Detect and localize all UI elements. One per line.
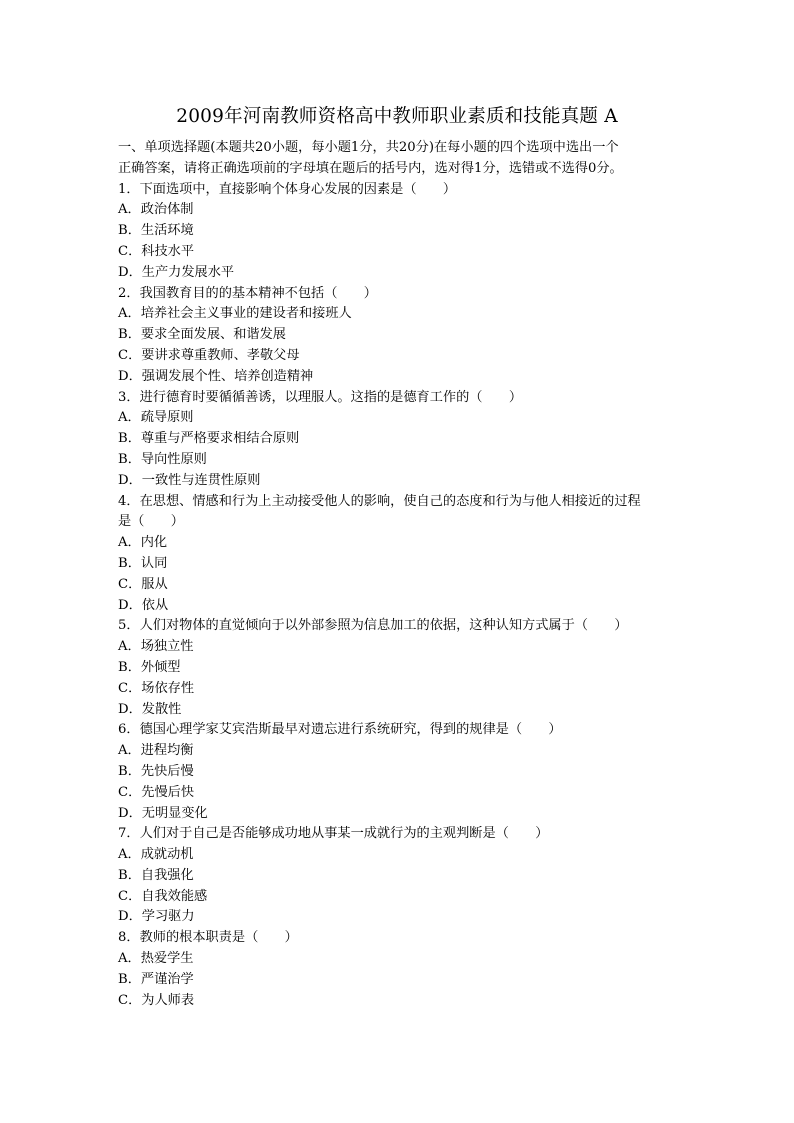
text-line: D．依从 <box>118 597 169 613</box>
text-line: A．进程均衡 <box>118 743 194 759</box>
text-line: A．内化 <box>118 535 168 551</box>
document-body <box>118 138 683 1011</box>
text-line: D．强调发展个性、培养创造精神 <box>118 368 314 384</box>
text-line: 1．下面选项中，直接影响个体身心发展的因素是（ ） <box>118 181 457 197</box>
text-line: B．严谨治学 <box>118 971 194 987</box>
text-line: 是（ ） <box>118 514 184 530</box>
text-line: B．生活环境 <box>118 223 194 239</box>
text-line: A．场独立性 <box>118 639 194 655</box>
text-line: A．成就动机 <box>118 847 194 863</box>
intro-line: 正确答案，请将正确选项前的字母填在题后的括号内，选对得1分，选错或不选得0分。 <box>118 160 623 176</box>
text-line: B．自我强化 <box>118 867 194 883</box>
text-line: C．场依存性 <box>118 680 195 696</box>
text-line: B．要求全面发展、和谐发展 <box>118 327 286 343</box>
text-line: 6．德国心理学家艾宾浩斯最早对遗忘进行系统研究，得到的规律是（ ） <box>118 722 562 738</box>
text-line: D．无明显变化 <box>118 805 208 821</box>
text-line: B．外倾型 <box>118 659 181 675</box>
text-line: 3．进行德育时要循循善诱，以理服人。这指的是德育工作的（ ） <box>118 389 523 405</box>
text-line: C．要讲求尊重教师、孝敬父母 <box>118 347 300 363</box>
text-line: C．先慢后快 <box>118 784 195 800</box>
text-line: B．认同 <box>118 555 168 571</box>
text-line: 7．人们对于自己是否能够成功地从事某一成就行为的主观判断是（ ） <box>118 826 549 842</box>
text-line: A．培养社会主义事业的建设者和接班人 <box>118 306 352 322</box>
text-line: 8．教师的根本职责是（ ） <box>118 930 298 946</box>
text-line: A．疏导原则 <box>118 410 194 426</box>
text-line: B．导向性原则 <box>118 451 207 467</box>
text-line: C．自我效能感 <box>118 888 208 904</box>
text-line: B．先快后慢 <box>118 763 194 779</box>
text-line: 2．我国教育目的的基本精神不包括（ ） <box>118 285 377 301</box>
text-line: D．一致性与连贯性原则 <box>118 472 261 488</box>
text-line: A．政治体制 <box>118 202 194 218</box>
text-line: C．服从 <box>118 576 168 592</box>
text-line: D．生产力发展水平 <box>118 264 235 280</box>
document-title: 2009年河南教师资格高中教师职业素质和技能真题 A <box>176 106 618 127</box>
text-line: B．尊重与严格要求相结合原则 <box>118 431 300 447</box>
text-line: 4．在思想、情感和行为上主动接受他人的影响，使自己的态度和行为与他人相接近的过程 <box>118 493 641 509</box>
text-line: 5．人们对物体的直觉倾向于以外部参照为信息加工的依据，这种认知方式属于（ ） <box>118 618 628 634</box>
text-line: C．科技水平 <box>118 243 195 259</box>
text-line: C．为人师表 <box>118 992 195 1008</box>
text-line: D．发散性 <box>118 701 182 717</box>
text-line: D．学习驱力 <box>118 909 195 925</box>
text-line: A．热爱学生 <box>118 951 194 967</box>
intro-line: 一、单项选择题(本题共20小题，每小题1分，共20分)在每小题的四个选项中选出一个 <box>118 140 619 155</box>
